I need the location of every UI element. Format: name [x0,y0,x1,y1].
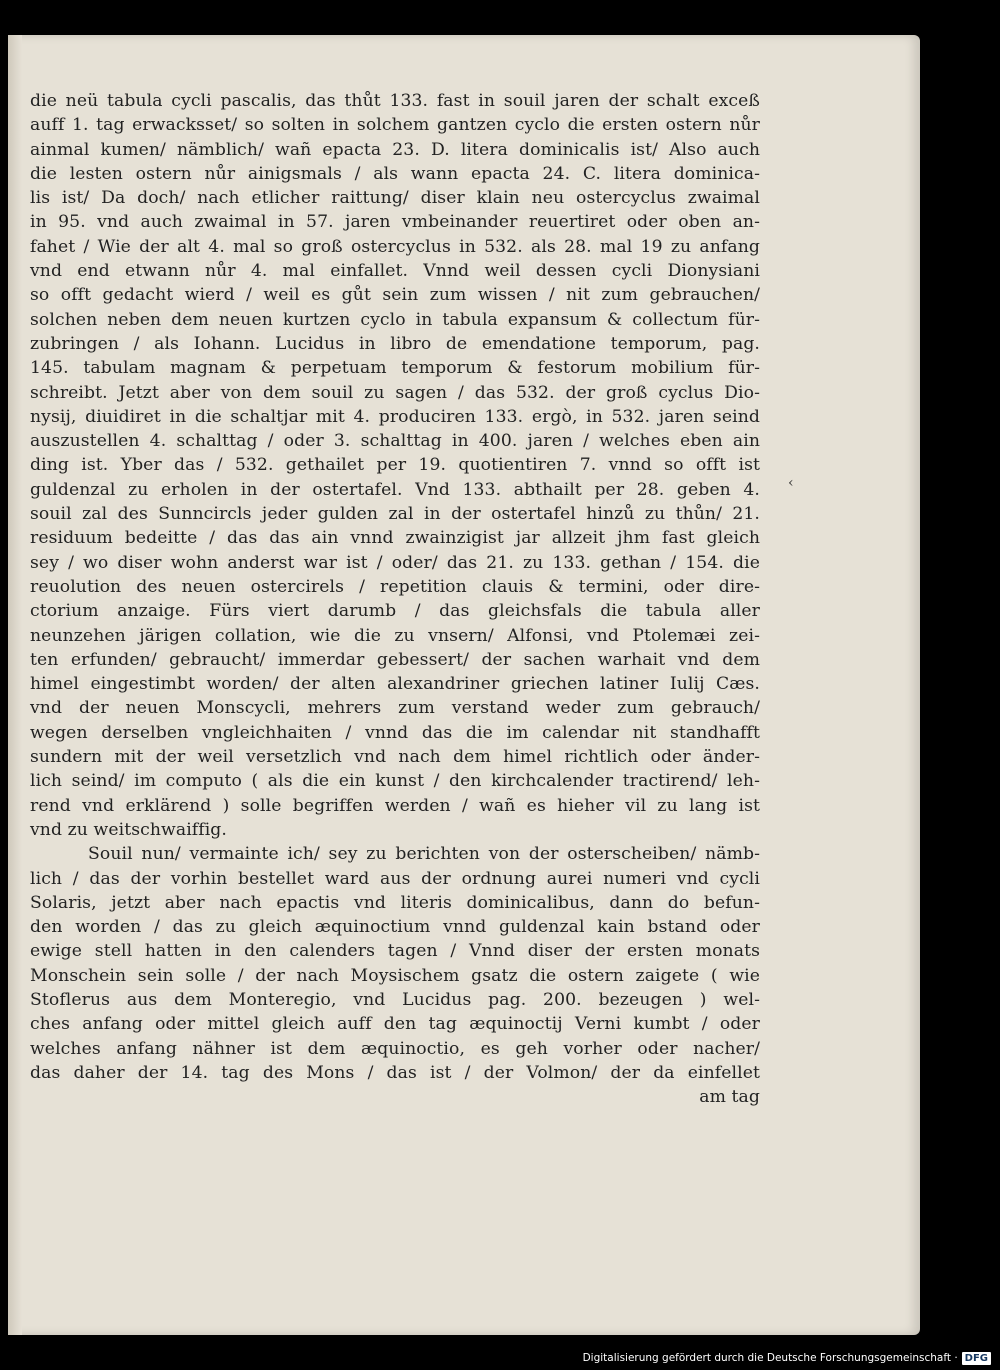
text-line: die lesten ostern nůr ainigsmals / als wann epacta 24. C. litera dominica- [30,163,760,184]
text-line: wegen derselben vngleichhaiten / vnnd das die im calendar nit standhafft [30,722,760,743]
text-line: ches anfang oder mittel gleich auff den tag æquinoctij Verni kumbt / oder [30,1014,760,1035]
text-line: guldenzal zu erholen in der ostertafel. Vnd 133. abthailt per 28. geben 4. [30,479,760,500]
text-line: ding ist. Yber das / 532. gethailet per 19. quotientiren 7. vnnd so offt ist [30,455,760,476]
dfg-logo: DFG [962,1352,991,1365]
text-line: welches anfang nähner ist dem æquinoctio, es geh vorher oder nacher/ [30,1038,760,1059]
text-line: sundern mit der weil versetzlich vnd nach dem himel richtlich oder änder- [30,747,760,768]
text-line: in 95. vnd auch zwaimal in 57. jaren vmbeinander reuertiret oder oben an- [30,212,760,233]
text-line: ewige stell hatten in den calenders tagen / Vnnd diser der ersten monats [30,941,760,962]
text-line: 145. tabulam magnam & perpetuam temporum & festorum mobilium für- [30,358,760,379]
text-line: den worden / das zu gleich æquinoctium vnnd guldenzal kain bstand oder [30,917,760,938]
text-line: lich / das der vorhin bestellet ward aus der ordnung aurei numeri vnd cycli [30,868,760,889]
text-line: zubringen / als Iohann. Lucidus in libro de emendatione temporum, pag. [30,333,760,354]
footer-credit: Digitalisierung gefördert durch die Deutsche Forschungsgemeinschaft · [582,1352,958,1364]
text-line: die neü tabula cycli pascalis, das thůt 133. fast in souil jaren der schalt exceß [30,91,760,111]
text-line: Solaris, jetzt aber nach epactis vnd literis dominicalibus, dann do befun- [30,892,760,913]
text-line-paragraph-start: Souil nun/ vermainte ich/ sey zu berichten von der osterscheiben/ nämb- [88,844,760,865]
digitization-footer [583,1349,991,1367]
text-line: vnd zu weitschwaiffig. [30,819,227,840]
text-line: Stoflerus aus dem Monteregio, vnd Lucidus pag. 200. bezeugen ) wel- [30,989,760,1010]
margin-mark: ‹ [788,475,794,491]
text-line: vnd der neuen Monscycli, mehrers zum verstand weder zum gebrauch/ [30,698,760,719]
text-line: solchen neben dem neuen kurtzen cyclo in tabula expansum & collectum für- [30,309,760,330]
text-line: ctorium anzaige. Fürs viert darumb / das gleichsfals die tabula aller [30,601,760,622]
text-line: ten erfunden/ gebraucht/ immerdar gebessert/ der sachen warhait vnd dem [30,649,760,670]
text-line: lis ist/ Da doch/ nach etlicher raittung/ diser klain neu ostercyclus zwaimal [30,188,760,209]
text-line: auff 1. tag erwacksset/ so solten in solchem gantzen cyclo die ersten ostern nůr [30,115,760,136]
text-line: rend vnd erklärend ) solle begriffen werden / wañ es hieher vil zu lang ist [30,795,760,816]
text-line: sey / wo diser wohn anderst war ist / oder/ das 21. zu 133. gethan / 154. die [30,552,760,573]
text-line: lich seind/ im computo ( als die ein kunst / den kirchcalender tractirend/ leh- [30,771,760,792]
text-line: nysij, diuidiret in die schaltjar mit 4. produciren 133. ergò, in 532. jaren seind [30,406,760,427]
text-line: vnd end etwann nůr 4. mal einfallet. Vnnd weil dessen cycli Dionysiani [30,261,760,282]
text-line: Monschein sein solle / der nach Moysischem gsatz die ostern zaigete ( wie [30,965,760,986]
text-line: auszustellen 4. schalttag / oder 3. schalttag in 400. jaren / welches eben ain [30,431,760,452]
text-line: das daher der 14. tag des Mons / das ist / der Volmon/ der da einfellet [30,1062,760,1083]
page-gutter-shadow [8,35,22,1335]
text-line: reuolution des neuen ostercirels / repetition clauis & termini, oder dire- [30,576,760,597]
text-line: so offt gedacht wierd / weil es gůt sein zum wissen / nit zum gebrauchen/ [30,285,760,306]
text-line: residuum bedeitte / das das ain vnnd zwainzigist jar allzeit jhm fast gleich [30,528,760,549]
text-line: himel eingestimbt worden/ der alten alexandriner griechen latiner Iulij Cæs. [30,674,760,695]
text-line: souil zal des Sunncircls jeder gulden zal in der ostertafel hinzů zu thůn/ 21. [30,504,760,525]
text-line: neunzehen järigen collation, wie die zu vnsern/ Alfonsi, vnd Ptolemæi zei- [30,625,760,646]
text-line: ainmal kumen/ nämblich/ wañ epacta 23. D. litera dominicalis ist/ Also auch [30,139,760,160]
page-text [30,89,760,1109]
catchword: am tag [699,1087,760,1108]
text-line: fahet / Wie der alt 4. mal so groß ostercyclus in 532. als 28. mal 19 zu anfang [30,236,760,257]
text-line: schreibt. Jetzt aber von dem souil zu sagen / das 532. der groß cyclus Dio- [30,382,760,403]
